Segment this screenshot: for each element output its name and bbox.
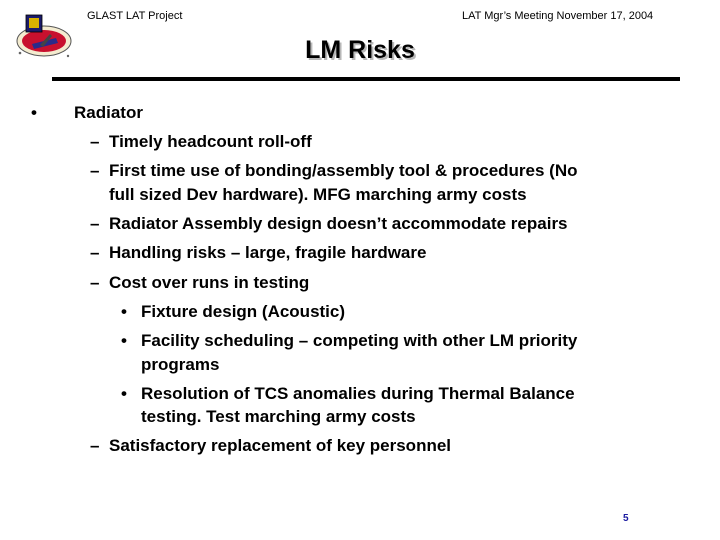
dash-marker: – bbox=[90, 273, 100, 292]
dash-marker: – bbox=[90, 243, 100, 262]
sub-bullet-personnel: Satisfactory replacement of key personnel bbox=[109, 436, 452, 455]
slide-title: LM Risks bbox=[305, 36, 415, 64]
sub-bullet-headcount: Timely headcount roll-off bbox=[109, 132, 312, 151]
bullet-marker: • bbox=[121, 302, 127, 321]
sub-sub-bullet-facility-line2: programs bbox=[141, 355, 220, 374]
page-number: 5 bbox=[623, 513, 629, 524]
header-project: GLAST LAT Project bbox=[87, 10, 183, 22]
sub-sub-bullet-facility-line1: Facility scheduling – competing with other LM priority bbox=[141, 331, 578, 350]
dash-marker: – bbox=[90, 436, 100, 455]
sub-sub-bullet-tcs-line1: Resolution of TCS anomalies during Thermal Balance bbox=[141, 384, 575, 403]
header-meeting: LAT Mgr’s Meeting November 17, 2004 bbox=[462, 10, 654, 22]
sub-bullet-bonding-line1: First time use of bonding/assembly tool & procedures (No bbox=[109, 161, 578, 180]
sub-bullet-repairs: Radiator Assembly design doesn’t accommodate repairs bbox=[109, 214, 568, 233]
dash-marker: – bbox=[90, 132, 100, 151]
sub-bullet-handling: Handling risks – large, fragile hardware bbox=[109, 243, 427, 262]
sub-sub-bullet-fixture: Fixture design (Acoustic) bbox=[141, 302, 346, 321]
sub-sub-bullet-tcs-line2: testing. Test marching army costs bbox=[141, 407, 416, 426]
sub-bullet-bonding-line2: full sized Dev hardware). MFG marching army costs bbox=[109, 185, 527, 204]
bullet-marker: • bbox=[31, 103, 37, 122]
sub-bullet-cost-overruns: Cost over runs in testing bbox=[109, 273, 310, 292]
dash-marker: – bbox=[90, 214, 100, 233]
bullet-radiator: Radiator bbox=[74, 103, 143, 122]
bullet-marker: • bbox=[121, 331, 127, 350]
bullet-marker: • bbox=[121, 384, 127, 403]
dash-marker: – bbox=[90, 161, 100, 180]
title-divider bbox=[52, 77, 680, 81]
